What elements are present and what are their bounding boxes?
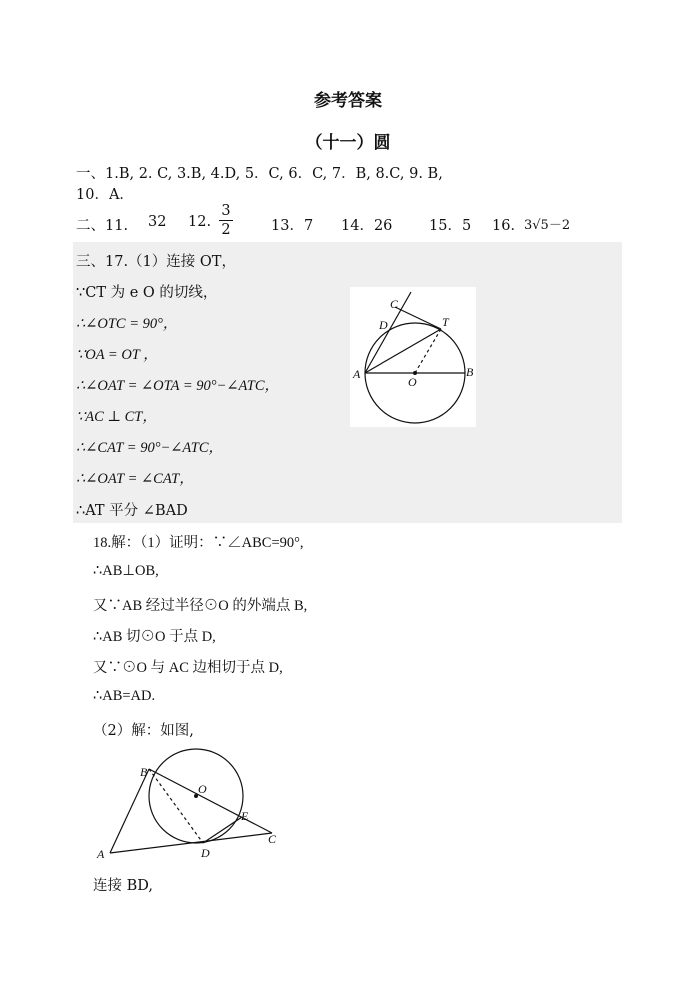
label-d: D [379,318,388,332]
proof-17-line: ∴AT 平分 ∠BAD [76,503,188,519]
choice-answers-line2: 10．A． [76,187,134,203]
answer-16: 3√5－2 [524,218,571,233]
line-ac [365,292,411,373]
fraction-bar [219,220,233,221]
line-ab [110,769,149,853]
proof-18-line: ∴AB=AD. [93,688,156,704]
proof-17-line: ∴∠CAT = 90°−∠ATC， [76,440,223,456]
segment-bd [149,769,203,843]
proof-18-line: 18.解：（1）证明：∵∠ABC=90°, [93,535,304,551]
label-a: A [97,847,105,861]
proof-18-line: ∴AB 切⊙O 于点 D, [93,629,216,645]
proof-17-line: ∴∠OAT = ∠CAT， [76,471,194,487]
line-ac [110,833,272,853]
label-a: A [353,367,361,381]
label-d: D [201,846,210,860]
line-bc [149,769,272,833]
choice-answers-line1: 一、1.B, 2. C, 3.B, 4.D, 5．C, 6．C, 7．B, 8.C, 9. B, [76,166,443,182]
label-c: C [268,832,277,846]
proof-18-line: ∴AB⊥OB, [93,563,159,579]
figure-1-svg [350,287,476,427]
proof-17-line: ∵OA = OT ， [76,347,158,363]
label-e: E [241,809,249,823]
radius-ot [415,329,441,373]
line-at [365,329,441,373]
section-title: （十一）圆 [305,133,391,153]
fraction-numerator: 3 [221,203,231,219]
label-o: O [198,782,207,796]
proof-18-line: （2）解：如图, [93,723,194,739]
fraction-denominator: 2 [221,222,231,238]
label-b: B [466,365,474,379]
answer-13: 13．7 [271,218,314,234]
answer-11: 32 [148,214,167,230]
circle-tangent-figure-1 [350,287,476,427]
proof-18-line: 又∵⊙O 与 AC 边相切于点 D, [93,660,283,676]
q16-label: 16． [492,218,525,234]
circle-tangent-figure-2 [90,745,290,865]
label-b: B [140,765,148,779]
proof-17-line: 三、17.（1）连接 OT， [76,254,236,270]
tangent-ct [395,307,441,329]
answer-15: 15．5 [429,218,472,234]
connect-bd-line: 连接 BD, [93,878,153,894]
proof-18-line: 又∵AB 经过半径⊙O 的外端点 B, [93,598,308,614]
proof-17-line: ∵CT 为 e O 的切线， [76,285,218,301]
answer-14: 14．26 [341,218,393,234]
label-t: T [442,315,449,329]
proof-17-line: ∵AC ⊥ CT， [76,409,157,425]
q12-label: 12. [188,214,212,230]
proof-17-line: ∴∠OTC = 90°， [76,316,178,332]
label-o: O [408,375,417,389]
page-title: 参考答案 [314,91,382,111]
fill-prefix: 二、11. [76,218,129,234]
answer-12-fraction [219,203,233,238]
label-c: C [390,297,399,311]
proof-17-line: ∴∠OAT = ∠OTA = 90°−∠ATC， [76,378,280,394]
